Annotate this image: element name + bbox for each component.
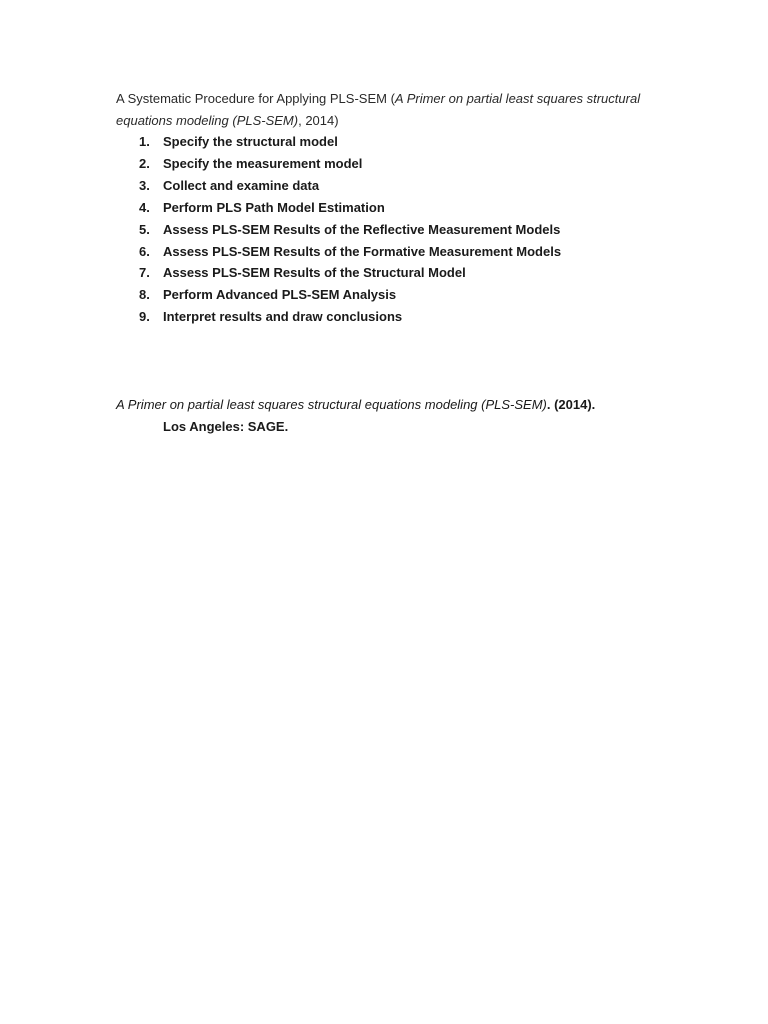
step-number: 3. (139, 177, 150, 193)
reference-year: . (2014). (546, 397, 596, 412)
heading-prefix: A Systematic Procedure for Applying PLS-SEM ( (116, 91, 395, 106)
step-number: 6. (139, 243, 150, 259)
list-item (116, 175, 561, 197)
list-item (116, 153, 561, 175)
step-number: 7. (139, 265, 150, 281)
reference-entry (116, 394, 676, 438)
step-text: Perform PLS Path Model Estimation (163, 199, 385, 215)
list-item (116, 262, 561, 284)
list-item (116, 197, 561, 219)
step-number: 4. (139, 199, 150, 215)
step-text: Collect and examine data (163, 177, 320, 193)
step-text: Assess PLS-SEM Results of the Structural Model (163, 265, 466, 281)
step-number: 5. (139, 221, 150, 237)
procedure-steps-list (116, 131, 561, 328)
step-number: 2. (139, 155, 150, 171)
list-item (116, 131, 561, 153)
step-text: Specify the measurement model (163, 155, 363, 171)
step-text: Specify the structural model (163, 134, 338, 149)
step-number: 9. (139, 309, 150, 325)
step-text: Assess PLS-SEM Results of the Formative Measurement Models (163, 243, 562, 259)
step-text: Assess PLS-SEM Results of the Reflective Measurement Models (163, 221, 561, 237)
list-item (116, 241, 561, 263)
heading-suffix: , 2014) (298, 113, 339, 128)
reference-publisher: Los Angeles: SAGE. (163, 419, 289, 434)
document-heading (116, 88, 656, 132)
step-text: Perform Advanced PLS-SEM Analysis (163, 287, 397, 303)
heading-book-title: A Primer on partial least squares structural equations modeling (PLS-SEM) (116, 91, 641, 128)
step-text: Interpret results and draw conclusions (163, 309, 403, 325)
reference-book-title: A Primer on partial least squares structural equations modeling (PLS-SEM) (116, 397, 547, 412)
list-item (116, 306, 561, 328)
step-number: 8. (139, 287, 150, 303)
list-item (116, 219, 561, 241)
list-item (116, 284, 561, 306)
step-number: 1. (139, 134, 150, 149)
